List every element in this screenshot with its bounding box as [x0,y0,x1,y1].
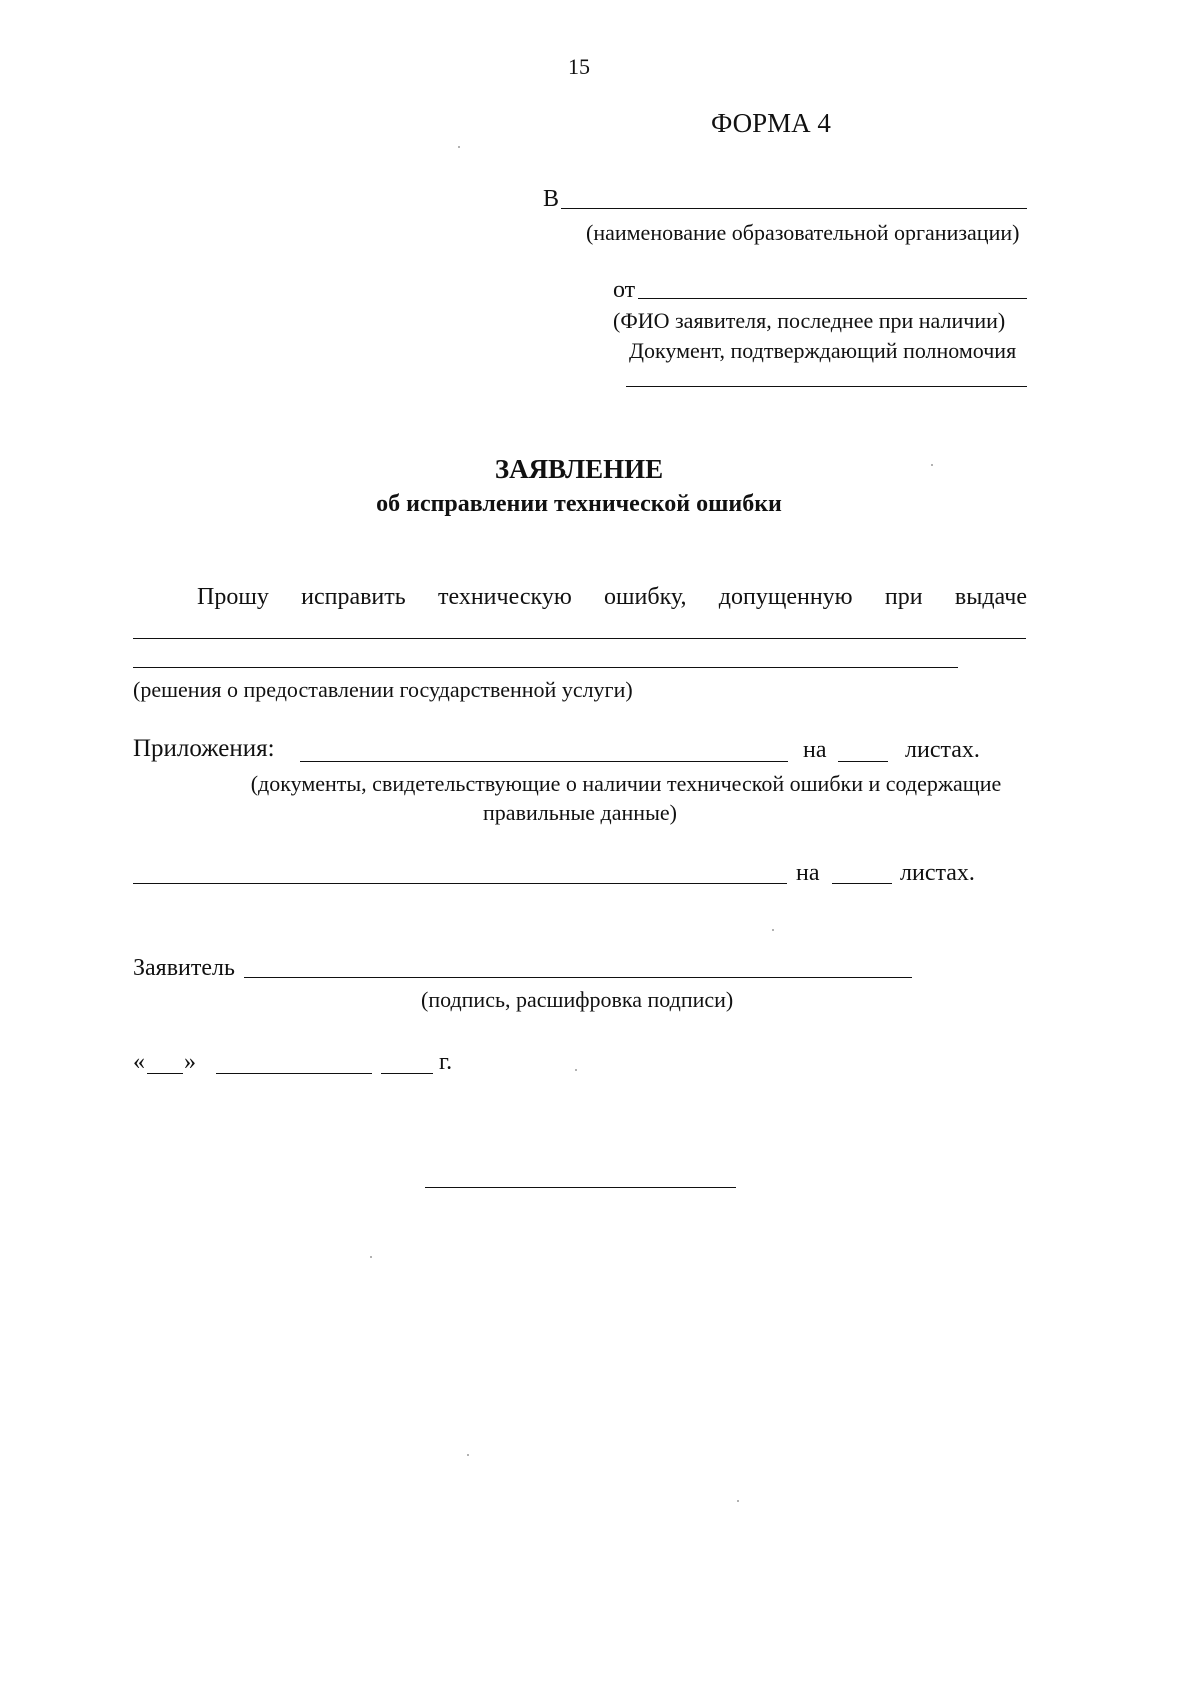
request-word: допущенную [718,584,853,610]
to-prefix: В [543,186,560,212]
date-year-suffix: г. [439,1049,453,1075]
request-word: исправить [301,584,406,610]
applicant-signature-field[interactable] [244,977,912,978]
request-word: техническую [438,584,572,610]
form-label: ФОРМА 4 [711,108,831,138]
attachments-on-word: на [803,737,827,763]
attachments-label: Приложения: [133,735,275,762]
date-open-quote: « [133,1049,145,1075]
document-subtitle: об исправлении технической ошибки [376,491,782,517]
scan-speck [370,1256,372,1258]
applicant-signature-caption: (подпись, расшифровка подписи) [421,987,734,1012]
scan-speck [467,1454,469,1456]
scan-speck [772,929,774,931]
document-title: ЗАЯВЛЕНИЕ [494,454,664,484]
request-word: Прошу [197,584,269,610]
request-word: выдаче [954,584,1027,610]
scan-speck [737,1500,739,1502]
attachments-caption-line-1: (документы, свидетельствующие о наличии технической ошибки и содержащие [250,771,1002,796]
scan-speck [931,464,933,466]
second-attachment-sheet-count-field[interactable] [832,883,892,884]
date-day-field[interactable] [147,1073,183,1074]
second-attachment-sheets-word: листах. [900,860,975,886]
date-year-field[interactable] [381,1073,433,1074]
attachments-sheets-word: листах. [905,737,980,763]
authority-document-label: Документ, подтверждающий полномочия [629,338,1017,363]
date-close-quote: » [184,1049,196,1075]
organization-name-caption: (наименование образовательной организации) [586,220,1020,245]
organization-name-field[interactable] [561,208,1027,209]
authority-document-field[interactable] [626,386,1027,387]
scan-speck [458,146,460,148]
attachments-field[interactable] [300,761,788,762]
decision-caption: (решения о предоставлении государственной услуги) [133,677,633,702]
date-month-field[interactable] [216,1073,372,1074]
closing-separator [425,1187,736,1188]
from-prefix: от [613,277,636,303]
applicant-name-caption: (ФИО заявителя, последнее при наличии) [613,308,1006,333]
applicant-name-field[interactable] [638,298,1027,299]
decision-field-line-2[interactable] [133,667,958,668]
scan-speck [575,1069,577,1071]
page-number: 15 [568,54,590,79]
request-word: ошибку, [604,584,687,610]
attachments-sheet-count-field[interactable] [838,761,888,762]
applicant-label: Заявитель [133,955,235,981]
second-attachment-on-word: на [796,860,820,886]
request-word: при [884,584,923,610]
attachments-caption-line-2: правильные данные) [483,800,677,825]
decision-field-line-1[interactable] [133,638,1026,639]
second-attachment-field[interactable] [133,883,787,884]
request-paragraph [197,584,1027,611]
